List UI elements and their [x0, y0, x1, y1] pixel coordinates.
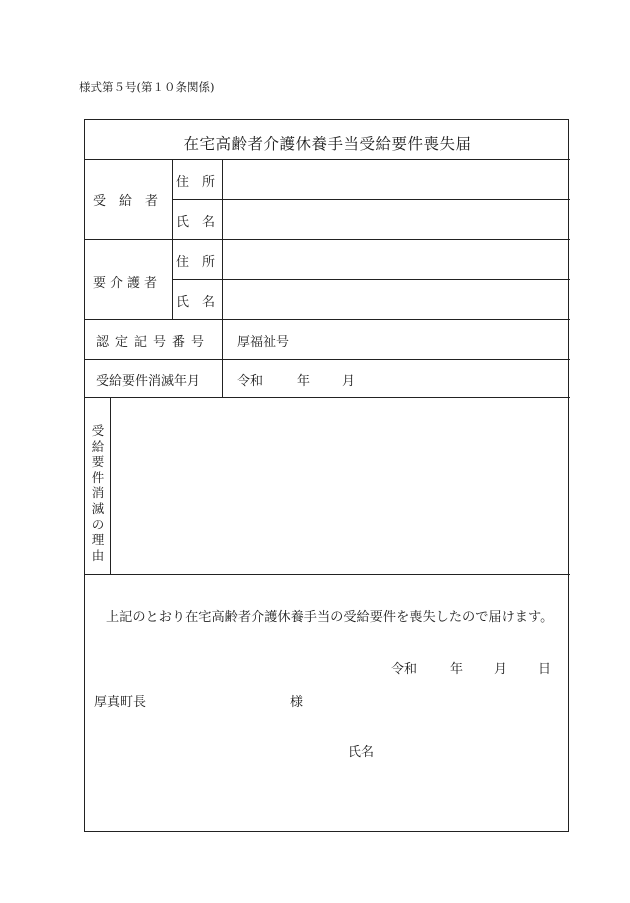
divider — [85, 359, 570, 360]
loss-date-era[interactable]: 令和 — [237, 374, 264, 389]
divider — [172, 159, 173, 319]
certification-number-value[interactable]: 厚福祉号 — [237, 335, 290, 350]
form-frame — [84, 119, 569, 832]
loss-date-label: 受給要件消滅年月 — [96, 374, 201, 389]
care-receiver-address-label: 住 所 — [176, 255, 216, 270]
form-number: 様式第５号(第１０条関係) — [79, 80, 215, 94]
loss-date-month-unit: 月 — [342, 374, 356, 389]
signature-field[interactable] — [380, 732, 560, 760]
care-receiver-label: 要介護者 — [93, 276, 162, 291]
reason-label: 受給要件消滅の理由 — [91, 423, 105, 563]
certification-number-label: 認定記号番号 — [96, 335, 211, 350]
care-receiver-address-field[interactable] — [223, 240, 569, 279]
declaration-year-unit: 年 — [450, 662, 464, 677]
declaration-month-unit: 月 — [494, 662, 508, 677]
recipient-name-field[interactable] — [223, 200, 569, 239]
care-receiver-name-field[interactable] — [223, 280, 569, 319]
honorific: 様 — [290, 695, 304, 710]
loss-date-year-unit: 年 — [297, 374, 311, 389]
recipient-name-label: 氏 名 — [176, 215, 216, 230]
divider — [85, 319, 570, 320]
recipient-address-field[interactable] — [223, 160, 569, 199]
declaration-text: 上記のとおり在宅高齢者介護休養手当の受給要件を喪失したので届けます。 — [106, 610, 554, 625]
divider — [85, 574, 570, 575]
addressee: 厚真町長 — [94, 695, 147, 710]
recipient-label: 受 給 者 — [93, 194, 159, 209]
declaration-day-unit: 日 — [538, 662, 552, 677]
signature-label: 氏名 — [348, 745, 375, 760]
care-receiver-name-label: 氏 名 — [176, 295, 216, 310]
form-title: 在宅高齢者介護休養手当受給要件喪失届 — [183, 135, 472, 153]
declaration-date-era: 令和 — [391, 662, 418, 677]
reason-field[interactable] — [111, 398, 569, 573]
recipient-address-label: 住 所 — [176, 175, 216, 190]
